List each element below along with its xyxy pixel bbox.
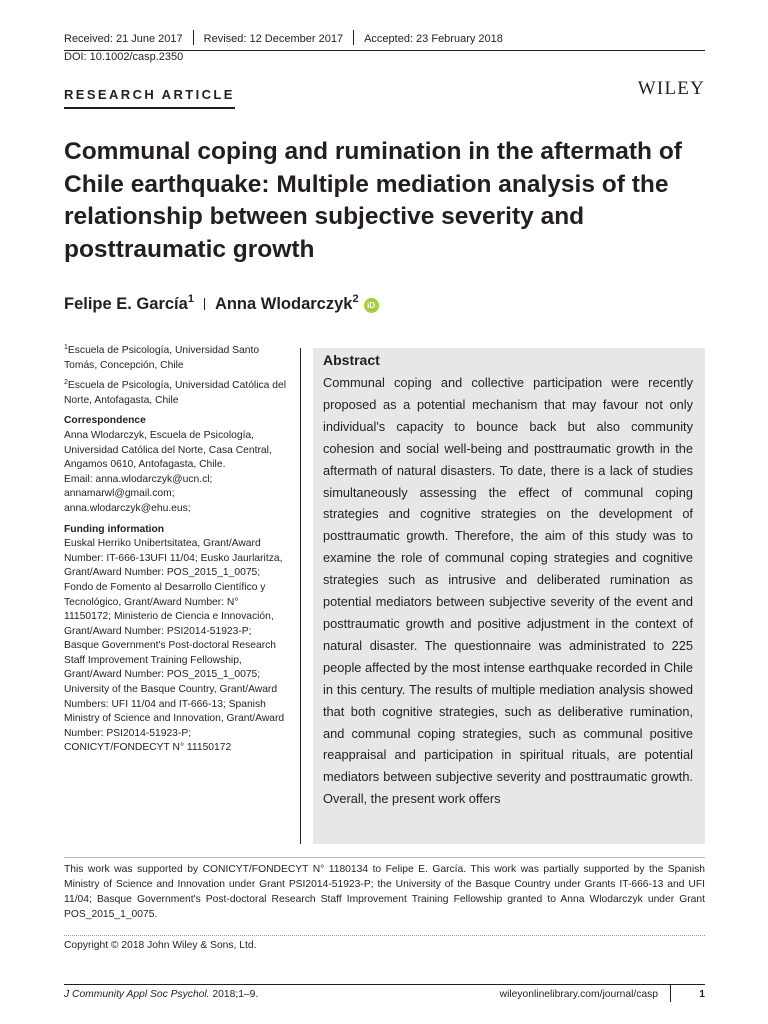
journal-url[interactable]: wileyonlinelibrary.com/journal/casp xyxy=(499,989,658,1000)
author-affiliation-marker: 1 xyxy=(187,293,194,305)
abstract-text: Communal coping and collective participation were recently proposed as a potential mechanism that may favour not only individual's capacity to bounce back but also community cohesion and social well-being and posttraumatic growth in the aftermath of natural disasters. To date, there is a lack of studies simultaneously assessing the effect of communal coping strategies and cognitive strategies on the development of posttraumatic growth. Therefore, the aim of this study was to examine the role of communal coping strategies and cognitive strategies such as intrusive and deliberated rumination as potential mediators between subjective severity of the event and posttraumatic growth and positive adjustment in the context of natural disaster. The questionnaire was administrated to 225 people affected by the most intense earthquake recorded in Chile in this century. The results of multiple mediation analysis showed that both cognitive strategies, such as deliberative rumination, and communal coping strategies, such as communal positive reappraisal and participation in spiritual rituals, are potential mediators between subjective severity and posttraumatic growth. Overall, the present work offers xyxy=(323,375,693,807)
correspondence-heading: Correspondence xyxy=(64,415,146,427)
funding-heading: Funding information xyxy=(64,523,165,535)
affiliation-marker: 1 xyxy=(64,344,68,351)
journal-citation xyxy=(64,988,258,1002)
doi[interactable]: DOI: 10.1002/casp.2350 xyxy=(64,51,184,63)
author-list xyxy=(64,293,379,315)
funding-text: Euskal Herriko Unibertsitatea, Grant/Award Number: IT-666-13UFI 11/04; Eusko Jaurlaritza, Grant/Award Number: POS_2015_1_0075; Fondo de Fomento al Desarrollo Científico y Tecnológico, Grant/Award Number: N° 11150172; Ministerio de Ciencia e Innovación, Grant/Award Number: PSI2014-51923-P; Basque Government's Post-doctoral Research Staff Improvement Training Fellowship, Grant/Award Number: POS_2015_1_0075; University of the Basque Country, Grant/Award Numbers: UFI 11/04 and IT-666-13; Spanish Ministry of Science and Innovation, Grant/Award Number: PSI2014-51923-P; CONICYT/FONDECYT N° 11150172 xyxy=(64,538,285,754)
author-name[interactable]: Felipe E. García xyxy=(64,295,188,313)
affiliation xyxy=(64,379,288,408)
affiliation-text: Escuela de Psicología, Universidad Santo Tomás, Concepción, Chile xyxy=(64,345,260,371)
abstract-heading: Abstract xyxy=(323,352,380,368)
funding-footnote: This work was supported by CONICYT/FONDECYT N° 1180134 to Felipe E. García. This work was partially supported by the Spanish Ministry of Science and Innovation under Grant PSI2014-51923-P; the University of the Basque Country under Grants IT-666-13 and UFI 11/04; Basque Government's Post-doctoral Research Staff Improvement Training Fellowship granted to Anna Wlodarczyk under Grant POS_2015_1_0075. xyxy=(64,857,705,922)
revised-date: Revised: 12 December 2017 xyxy=(203,33,344,45)
page-number: 1 xyxy=(699,989,705,1000)
affiliation-marker: 2 xyxy=(64,379,68,387)
journal-name: J Community Appl Soc Psychol. xyxy=(64,989,210,1000)
footer-separator xyxy=(670,984,671,1002)
affiliation-text: Escuela de Psicología, Universidad Católica del Norte, Antofagasta, Chile xyxy=(64,380,286,406)
abstract-box xyxy=(313,348,705,844)
copyright-notice: Copyright © 2018 John Wiley & Sons, Ltd. xyxy=(64,940,257,951)
accepted-date: Accepted: 23 February 2018 xyxy=(364,33,503,45)
correspondence-address: Anna Wlodarczyk, Escuela de Psicología, Universidad Católica del Norte, Casa Central, Angamos 0610, Antofagasta, Chile. xyxy=(64,429,272,471)
article-info-column xyxy=(64,344,288,756)
article-type: RESEARCH ARTICLE xyxy=(64,87,235,109)
author-affiliation-marker: 2 xyxy=(352,293,359,305)
footer-rule xyxy=(64,984,705,985)
correspondence-email[interactable]: Email: anna.wlodarczyk@ucn.cl; annamarwl@gmail.com; anna.wlodarczyk@ehu.eus; xyxy=(64,473,213,514)
received-date: Received: 21 June 2017 xyxy=(64,33,183,45)
publisher-logo: WILEY xyxy=(637,78,705,99)
date-separator xyxy=(193,30,194,45)
author-name[interactable]: Anna Wlodarczyk xyxy=(214,295,353,313)
article-title: Communal coping and rumination in the aftermath of Chile earthquake: Multiple mediation analysis of the relationship between subjective severity and posttraumatic growth xyxy=(64,138,682,263)
affiliation xyxy=(64,344,288,373)
journal-issue: 2018;1–9. xyxy=(212,989,259,1000)
date-separator xyxy=(353,30,354,45)
footnote-divider xyxy=(64,935,705,936)
date-history xyxy=(64,30,705,51)
column-divider xyxy=(300,348,301,844)
author-separator xyxy=(204,298,205,310)
orcid-icon[interactable]: iD xyxy=(364,298,379,313)
